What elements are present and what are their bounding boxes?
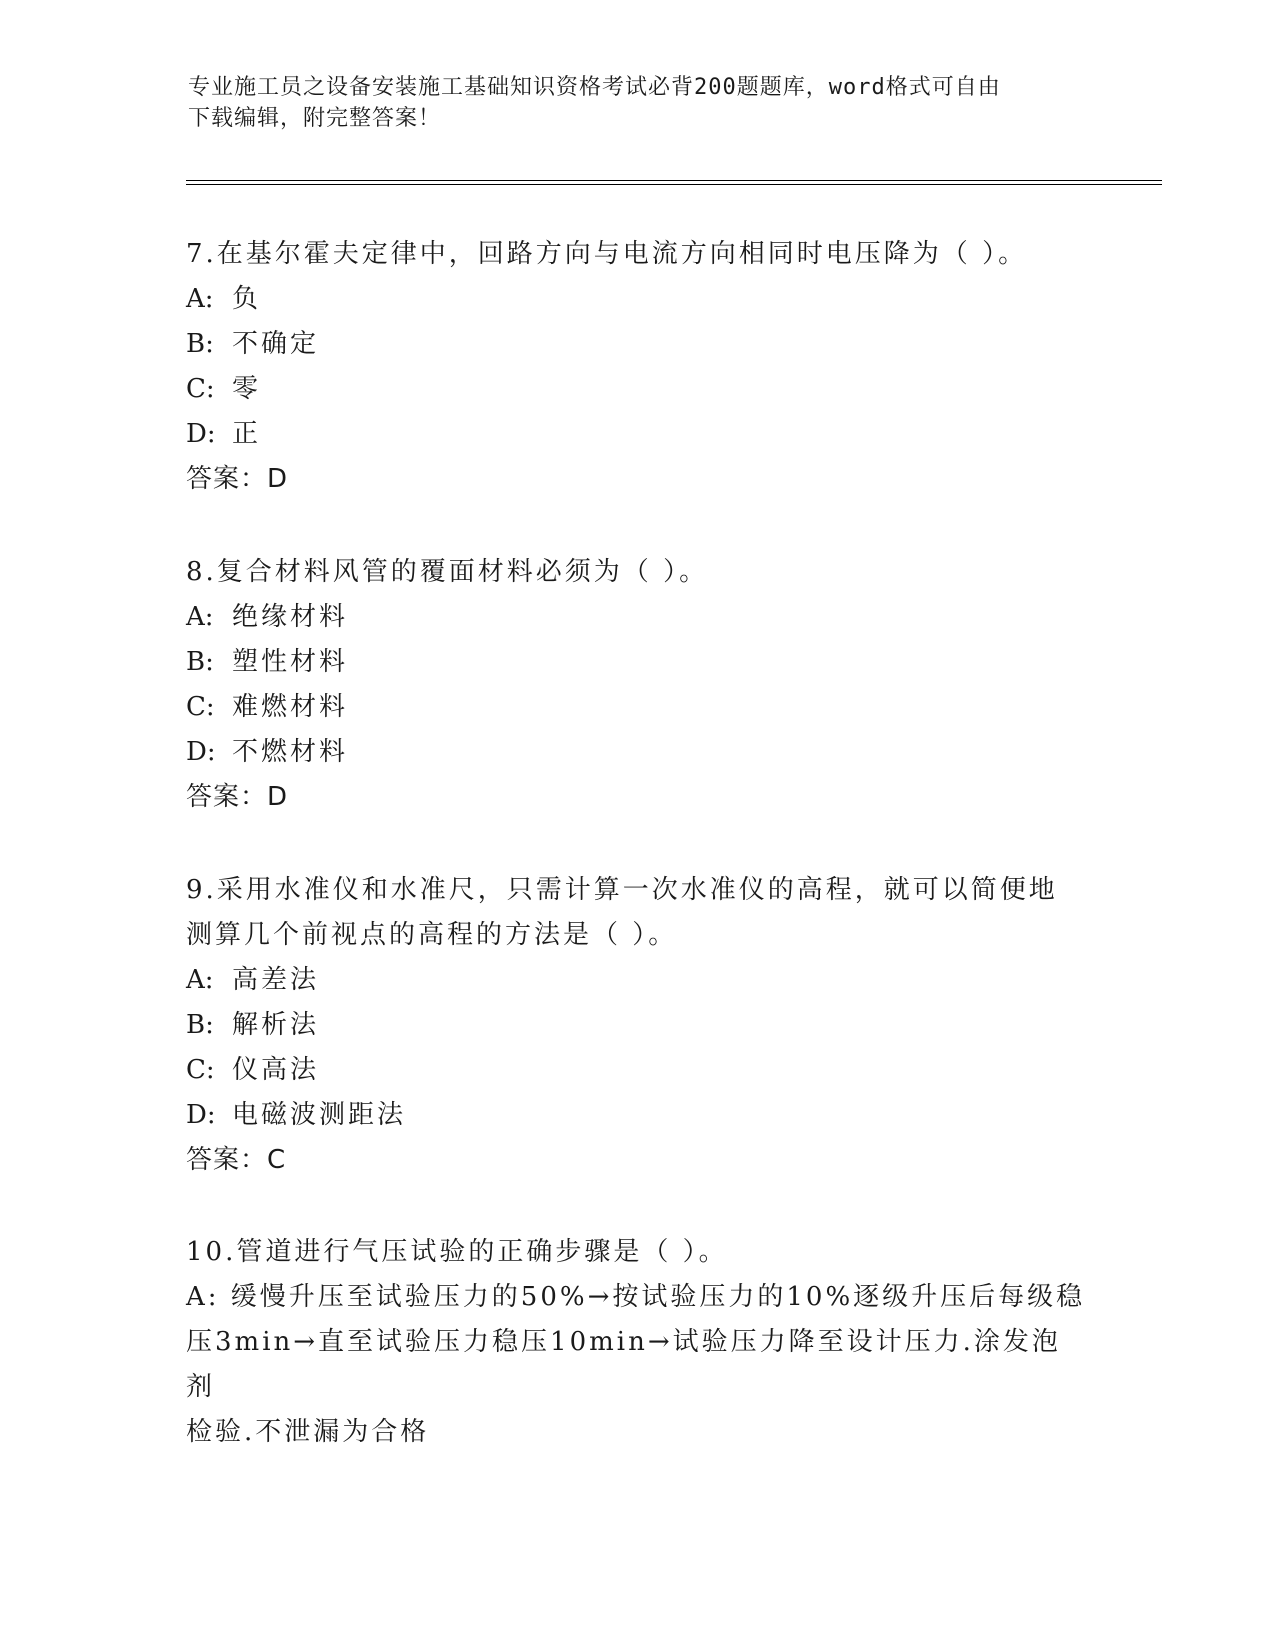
- option-text: 电磁波测距法: [232, 1100, 407, 1130]
- option-a-line-3: 检验.不泄漏为合格: [186, 1417, 430, 1447]
- answer-label: 答案：D: [186, 782, 289, 812]
- option-d: [186, 1093, 1086, 1138]
- question-8: [186, 550, 1086, 820]
- option-key: D:: [186, 419, 216, 449]
- question-stem-line-2: 测算几个前视点的高程的方法是（ ）。: [186, 920, 678, 950]
- option-b: [186, 640, 1086, 685]
- document-header: [188, 72, 1088, 134]
- option-text: 仪高法: [232, 1055, 320, 1085]
- option-a: [186, 595, 1086, 640]
- option-key: B:: [186, 1010, 214, 1040]
- option-a-line-2: 压3min→直至试验压力稳压10min→试验压力降至设计压力.涂发泡剂: [186, 1327, 1061, 1402]
- option-c: [186, 1048, 1086, 1093]
- option-text: 负: [232, 284, 262, 314]
- question-stem: 10.管道进行气压试验的正确步骤是（ ）。: [186, 1237, 728, 1267]
- option-a-line-1: A: 缓慢升压至试验压力的50%→按试验压力的10%逐级升压后每级稳: [186, 1282, 1086, 1312]
- header-divider-top: [186, 180, 1162, 181]
- option-a: [186, 277, 1086, 322]
- option-text: 不燃材料: [232, 737, 349, 767]
- option-text: 难燃材料: [232, 692, 349, 722]
- option-key: C:: [186, 692, 215, 722]
- option-text: 解析法: [232, 1010, 320, 1040]
- question-7: [186, 232, 1086, 502]
- option-text: 塑性材料: [232, 647, 349, 677]
- option-c: [186, 367, 1086, 412]
- question-9: [186, 868, 1086, 1183]
- option-key: A:: [186, 602, 214, 632]
- question-10: [186, 1230, 1086, 1455]
- option-b: [186, 322, 1086, 367]
- option-text: 绝缘材料: [232, 602, 349, 632]
- header-line-2: 下载编辑，附完整答案！: [188, 106, 442, 131]
- option-b: [186, 1003, 1086, 1048]
- answer-label: 答案：D: [186, 464, 289, 494]
- option-text: 高差法: [232, 965, 320, 995]
- option-a: [186, 958, 1086, 1003]
- option-key: A:: [186, 965, 214, 995]
- question-stem-line-1: 9.采用水准仪和水准尺，只需计算一次水准仪的高程，就可以简便地: [186, 875, 1058, 905]
- option-key: D:: [186, 737, 216, 767]
- option-text: 零: [232, 374, 262, 404]
- question-stem: 7.在基尔霍夫定律中，回路方向与电流方向相同时电压降为（ ）。: [186, 239, 1028, 269]
- option-text: 正: [232, 419, 262, 449]
- option-d: [186, 412, 1086, 457]
- answer-label: 答案：C: [186, 1145, 287, 1175]
- option-key: A:: [186, 284, 214, 314]
- option-text: 不确定: [232, 329, 320, 359]
- option-key: C:: [186, 1055, 215, 1085]
- header-divider-bottom: [186, 184, 1162, 185]
- option-key: C:: [186, 374, 215, 404]
- header-line-1: 专业施工员之设备安装施工基础知识资格考试必背200题题库，word格式可自由: [188, 75, 1001, 100]
- option-key: B:: [186, 329, 214, 359]
- question-stem: 8.复合材料风管的覆面材料必须为（ ）。: [186, 557, 709, 587]
- option-d: [186, 730, 1086, 775]
- option-c: [186, 685, 1086, 730]
- option-key: B:: [186, 647, 214, 677]
- option-key: D:: [186, 1100, 216, 1130]
